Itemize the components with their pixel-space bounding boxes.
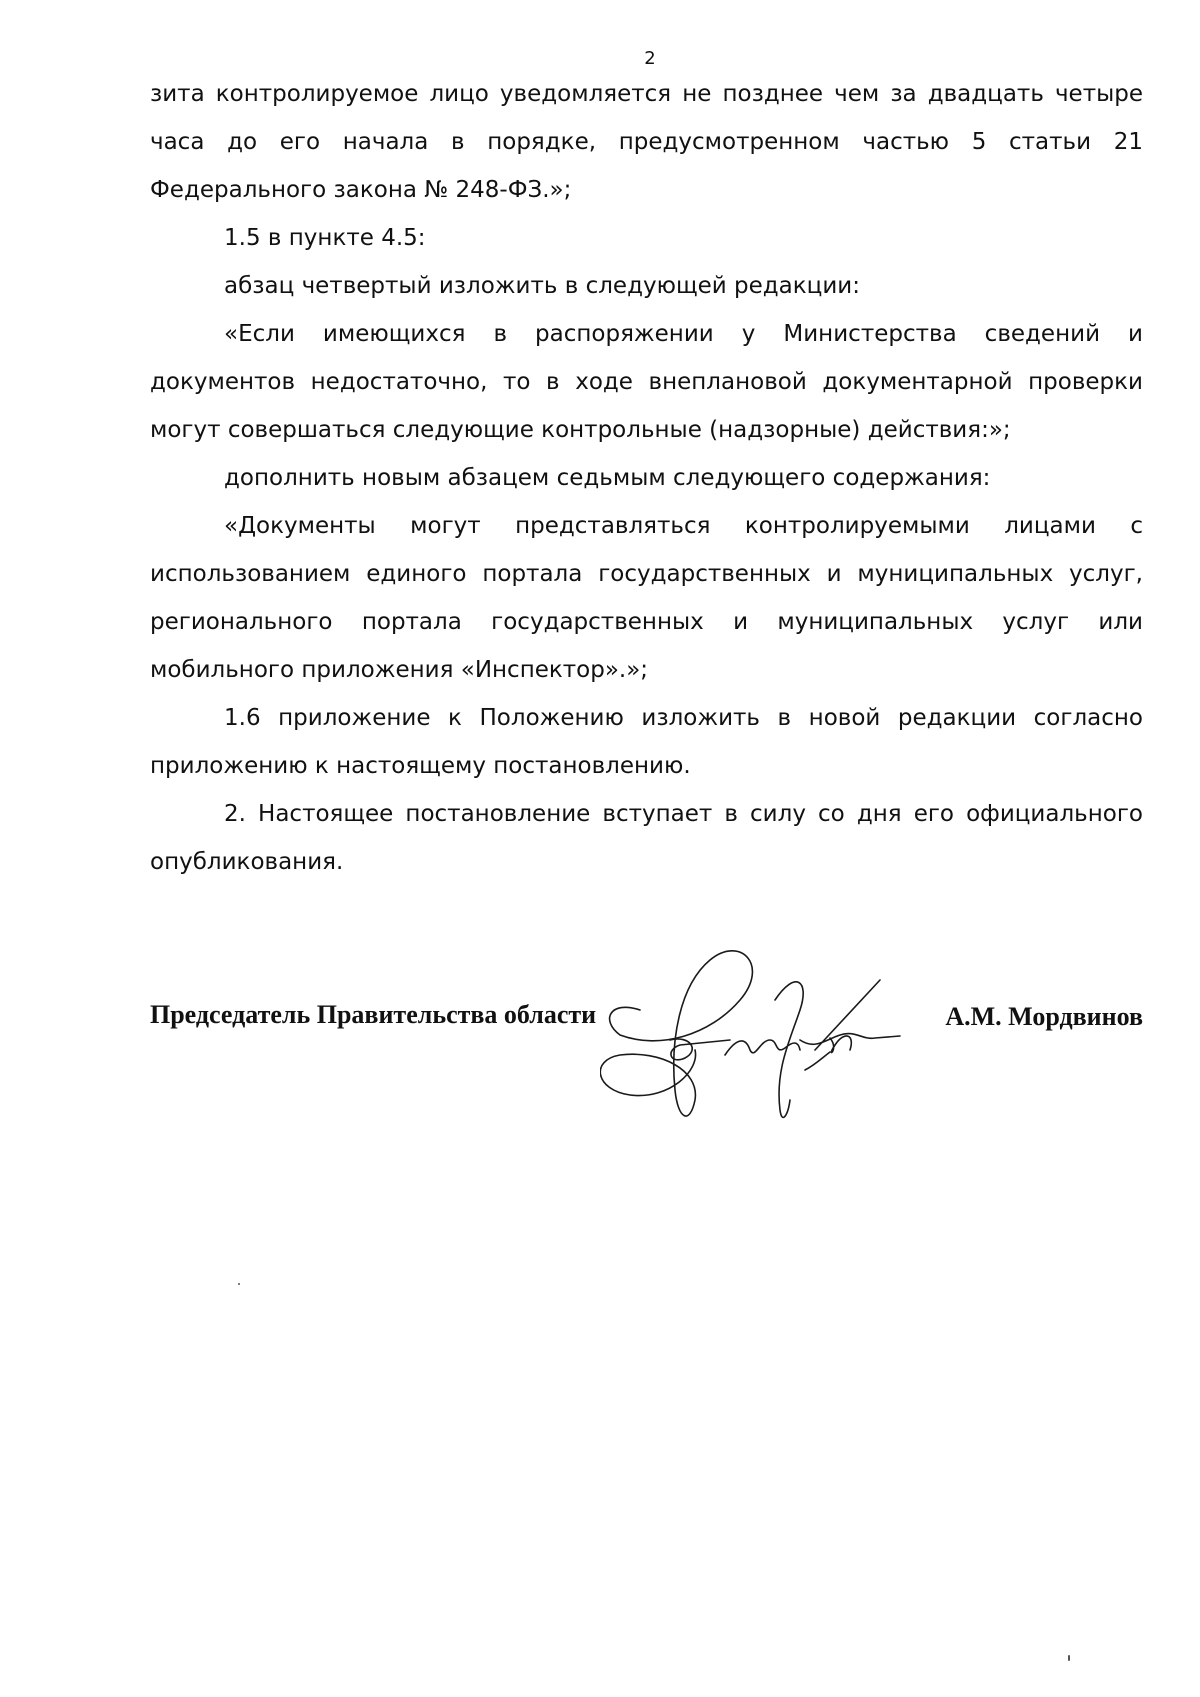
paragraph-instruction-4: абзац четвертый изложить в следующей редакции: [224, 273, 860, 299]
signer-title: Председатель Правительства области [150, 1000, 597, 1029]
page-number: 2 [644, 48, 656, 69]
paragraph-continuation: зита контролируемое лицо уведомляется не позднее чем за двадцать четыре часа до его начала в порядке, предусмотренном частью 5 статьи 21 Федерального закона № 248-ФЗ.»; [150, 81, 1143, 203]
paragraph-quote-1: «Если имеющихся в распоряжении у Министерства сведений и документов недостаточно, то в ходе внеплановой документарной проверки могут совершаться следующие контрольные (надзорные) действия:»; [150, 321, 1143, 443]
scan-speck [1068, 1655, 1070, 1661]
document-body [150, 70, 1143, 886]
handwritten-signature [600, 940, 940, 1140]
paragraph-item-2: 2. Настоящее постановление вступает в силу со дня его официального опубликования. [150, 801, 1143, 875]
paragraph-item-1-5: 1.5 в пункте 4.5: [224, 225, 426, 251]
paragraph-item-1-6: 1.6 приложение к Положению изложить в новой редакции согласно приложению к настоящему постановлению. [150, 705, 1143, 779]
scan-speck [238, 1283, 240, 1285]
paragraph-instruction-7: дополнить новым абзацем седьмым следующего содержания: [224, 465, 991, 491]
signer-name: А.М. Мордвинов [945, 1002, 1143, 1031]
paragraph-quote-2: «Документы могут представляться контролируемыми лицами с использованием единого портала государственных и муниципальных услуг, регионального портала государственных и муниципальных услуг или мобильного приложения «Инспектор».»; [150, 513, 1143, 683]
